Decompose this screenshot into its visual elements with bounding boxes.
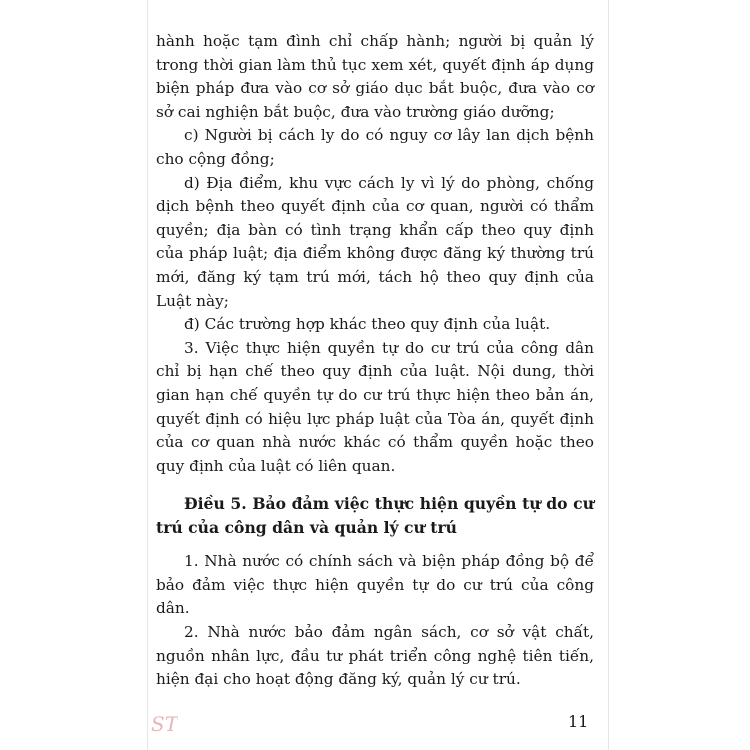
page-number: 11 — [568, 712, 589, 731]
publisher-watermark-logo — [150, 711, 178, 735]
svg-text:ST: ST — [151, 712, 178, 735]
paragraph-continuation: hành hoặc tạm đình chỉ chấp hành; người bị quản lý trong thời gian làm thủ tục xem xét, quyết định áp dụng biện pháp đưa vào cơ sở giáo dục bắt buộc, đưa vào cơ sở cai nghiện bắt buộc, đưa vào trường giáo dưỡng; — [156, 32, 594, 121]
paragraph-item-dd: đ) Các trường hợp khác theo quy định của luật. — [184, 315, 551, 334]
page-body — [156, 30, 594, 692]
paragraph-item-d: d) Địa điểm, khu vực cách ly vì lý do phòng, chống dịch bệnh theo quyết định của cơ quan, người có thẩm quyền; địa bàn có tình trạng khẩn cấp theo quy định của pháp luật; địa điểm không được đăng ký thường trú mới, đăng ký tạm trú mới, tách hộ theo quy định của Luật này; — [156, 173, 594, 310]
article-heading: Điều 5. Bảo đảm việc thực hiện quyền tự do cư trú của công dân và quản lý cư trú — [156, 494, 594, 538]
article-clause-2: 2. Nhà nước bảo đảm ngân sách, cơ sở vật chất, nguồn nhân lực, đầu tư phát triển công nghệ tiên tiến, hiện đại cho hoạt động đăng ký, quản lý cư trú. — [156, 623, 594, 689]
article-clause-1: 1. Nhà nước có chính sách và biện pháp đồng bộ để bảo đảm việc thực hiện quyền tự do cư trú của công dân. — [156, 552, 594, 618]
paragraph-clause-3: 3. Việc thực hiện quyền tự do cư trú của công dân chỉ bị hạn chế theo quy định của luật. Nội dung, thời gian hạn chế quyền tự do cư trú thực hiện theo bản án, quyết định có hiệu lực pháp luật của Tòa án, quyết định của cơ quan nhà nước khác có thẩm quyền hoặc theo quy định của luật có liên quan. — [156, 338, 594, 475]
paragraph-item-c: c) Người bị cách ly do có nguy cơ lây lan dịch bệnh cho cộng đồng; — [156, 126, 594, 168]
